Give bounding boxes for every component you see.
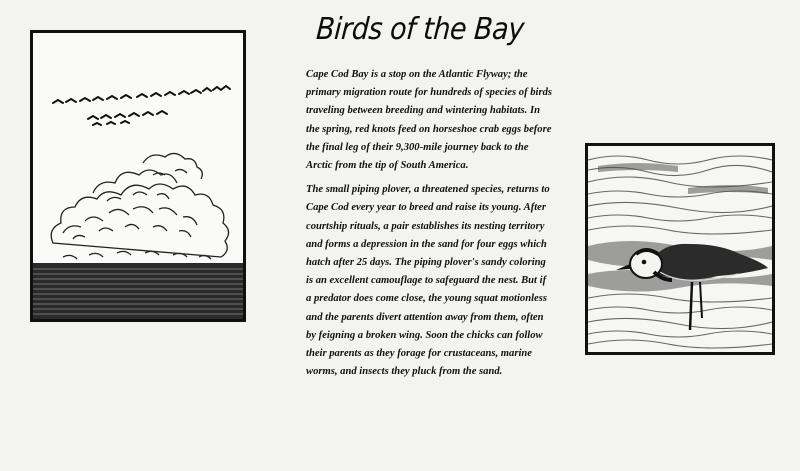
flock-clouds-illustration [30,30,246,322]
paragraph-migration: Cape Cod Bay is a stop on the Atlantic Flyway; the primary migration route for hundreds of species of birds traveling between breeding and wintering habitats. In the spring, red knots feed on horseshoe crab eggs before the final leg of their 9,300-mile journey back to the Arctic from the tip of South America. [306,69,553,172]
cloud-icon [51,153,228,259]
piping-plover-illustration [585,143,775,355]
article-body [306,66,554,387]
sea-icon [33,263,243,319]
paragraph-piping-plover: The small piping plover, a threatened species, returns to Cape Cod every year to breed and raise its young. After courtship rituals, a pair establishes its nesting territory and forms a depression in the sand for four eggs which hatch after 25 days. The piping plover's sandy coloring is an excellent camouflage to safeguard the nest. But if a predator does come close, the young squat motionless and the parents divert attention away from them, often by feigning a broken wing. Soon the chicks can follow their parents as they forage for crustaceans, marine worms, and insects they pluck from the sand. [306,184,550,378]
bird-flock-icon [53,86,230,125]
plover-drawing [588,146,772,352]
flock-clouds-drawing [33,33,243,319]
page-title: Birds of the Bay [315,12,525,47]
